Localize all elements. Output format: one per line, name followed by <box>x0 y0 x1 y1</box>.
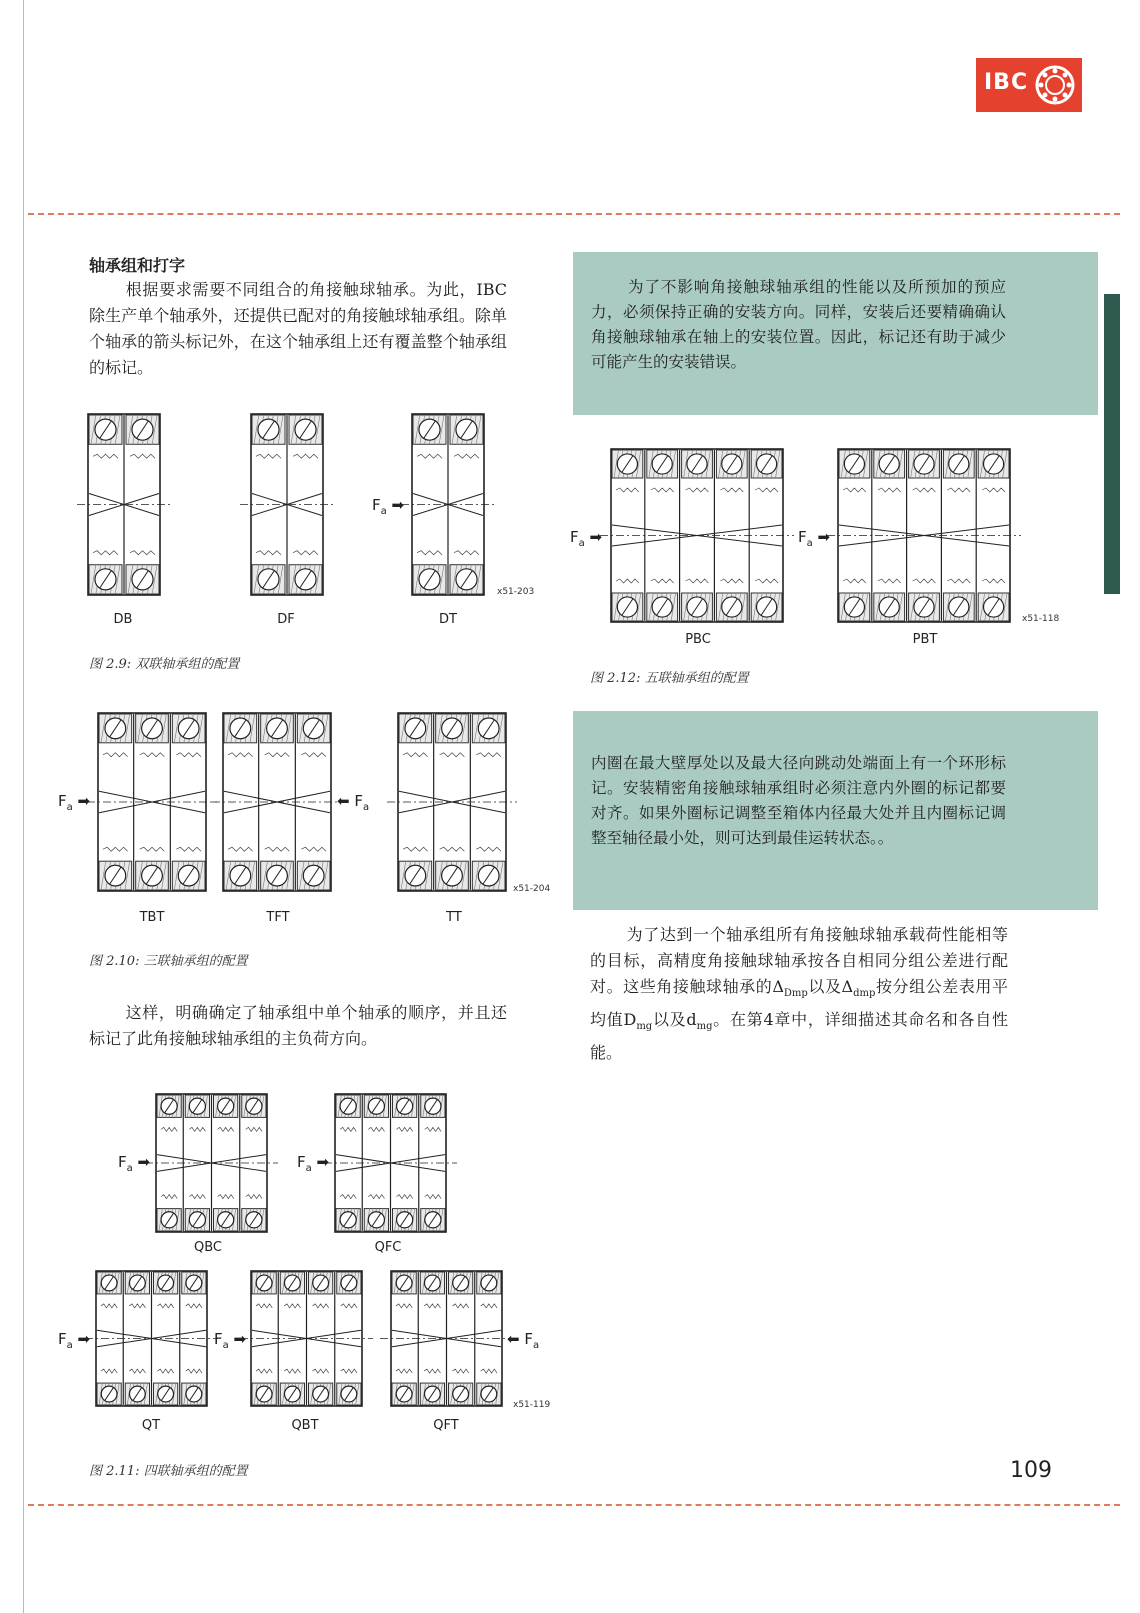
intro-paragraph: 根据要求需要不同组合的角接触球轴承。为此，IBC除生产单个轴承外，还提供已配对的角接触球轴承组。除单个轴承的箭头标记外，在这个轴承组上还有覆盖整个轴承组的标记。 <box>89 280 507 377</box>
label-qft: QFT <box>433 1418 459 1433</box>
force-arrow-qbt: $F_a$ ➡ <box>214 1330 247 1351</box>
label-df: DF <box>277 612 295 627</box>
code-x51-118: x51-118 <box>1022 614 1060 624</box>
label-dt: DT <box>439 612 457 627</box>
bearing-set-tbt <box>97 712 207 892</box>
caption-2-11: 图 2.11: 四联轴承组的配置 <box>89 1464 248 1479</box>
panel-mid-text: 内圈在最大壁厚处以及最大径向跳动处端面上有一个环形标记。安装精密角接触球轴承组时必须注意内外圈的标记都要对齐。如果外圈标记调整至箱体内径最大处并且内圈标记调整至轴径最小处，则可达到最佳运转状态。。 <box>591 754 1006 847</box>
force-arrow-tbt: $F_a$ ➡ <box>58 792 91 813</box>
bearing-set-tt <box>397 712 507 892</box>
section-title: 轴承组和打字 <box>89 256 186 275</box>
label-qfc: QFC <box>374 1240 402 1255</box>
arrow-left-icon: ⬅ <box>507 1330 525 1348</box>
label-tbt: TBT <box>139 910 165 925</box>
panel-top-text: 为了不影响角接触球轴承组的性能以及所预加的预应力，必须保持正确的安装方向。同样，安装后还要精确确认角接触球轴承在轴上的安装位置。因此，标记还有助于减少可能产生的安装错误。 <box>591 278 1006 371</box>
page-number: 109 <box>1010 1458 1052 1483</box>
arrow-left-icon: ⬅ <box>337 792 355 810</box>
header-divider <box>28 213 1120 215</box>
force-arrow-pbt: $F_a$ ➡ <box>798 528 831 549</box>
force-arrow-qbc: $F_a$ ➡ <box>118 1153 151 1174</box>
force-arrow-tft: ⬅ $F_a$ <box>337 792 370 813</box>
matching-paragraph: 为了达到一个轴承组所有角接触球轴承载荷性能相等的目标，高精度角接触球轴承按各自相同分组公差进行配对。这些角接触球轴承的$\Delta_{Dmp}$以及$\Delta_{dmp}$按分组公差表用平均值$D_{mg}$以及$d_{mg}$。在第4章中，详细描述其命名和各自性能。 <box>590 925 1008 1063</box>
bearing-set-pbc <box>610 448 784 623</box>
bearing-set-qfc <box>334 1093 447 1233</box>
info-panel-top <box>573 252 1098 415</box>
bearing-set-df <box>250 413 324 596</box>
bearing-set-qbt <box>250 1270 363 1407</box>
arrow-right-icon: ➡ <box>812 528 831 546</box>
force-arrow-qft: ⬅ $F_a$ <box>507 1330 540 1351</box>
arrow-right-icon: ➡ <box>386 496 405 514</box>
bearing-set-dt <box>411 413 485 596</box>
bearing-set-qbc <box>155 1093 268 1233</box>
code-x51-203: x51-203 <box>497 587 535 597</box>
arrow-right-icon: ➡ <box>584 528 603 546</box>
caption-2-12: 图 2.12: 五联轴承组的配置 <box>590 671 749 686</box>
label-tft: TFT <box>266 910 290 925</box>
force-arrow-qt: $F_a$ ➡ <box>58 1330 91 1351</box>
arrow-right-icon: ➡ <box>311 1153 330 1171</box>
arrow-right-icon: ➡ <box>132 1153 151 1171</box>
label-qbc: QBC <box>194 1240 222 1255</box>
ibc-logo <box>976 58 1082 112</box>
label-pbc: PBC <box>685 632 711 647</box>
logo-text: IBC <box>984 70 1029 95</box>
bearing-set-tft <box>222 712 332 892</box>
force-arrow-pbc: $F_a$ ➡ <box>570 528 603 549</box>
code-x51-204: x51-204 <box>513 884 551 894</box>
label-db: DB <box>113 612 133 627</box>
force-arrow-qfc: $F_a$ ➡ <box>297 1153 330 1174</box>
label-qbt: QBT <box>291 1418 319 1433</box>
bearing-set-db <box>87 413 161 596</box>
code-x51-119: x51-119 <box>513 1400 551 1410</box>
label-pbt: PBT <box>912 632 938 647</box>
bearing-set-qft <box>390 1270 503 1407</box>
arrow-right-icon: ➡ <box>72 792 91 810</box>
order-paragraph: 这样，明确确定了轴承组中单个轴承的顺序，并且还标记了此角接触球轴承组的主负荷方向。 <box>89 1003 507 1048</box>
label-qt: QT <box>141 1418 161 1433</box>
caption-2-10: 图 2.10: 三联轴承组的配置 <box>89 954 248 969</box>
arrow-right-icon: ➡ <box>228 1330 247 1348</box>
bearing-set-qt <box>95 1270 208 1407</box>
caption-2-9: 图 2.9: 双联轴承组的配置 <box>89 657 240 672</box>
info-panel-mid <box>573 711 1098 910</box>
bearing-ring-icon <box>1034 64 1076 106</box>
page-margin-line <box>23 0 24 1613</box>
label-tt: TT <box>446 910 462 925</box>
bearing-set-pbt <box>837 448 1011 623</box>
footer-divider <box>28 1504 1120 1506</box>
chapter-side-tab <box>1104 294 1120 594</box>
arrow-right-icon: ➡ <box>72 1330 91 1348</box>
force-arrow-dt: $F_a$ ➡ <box>372 496 405 517</box>
